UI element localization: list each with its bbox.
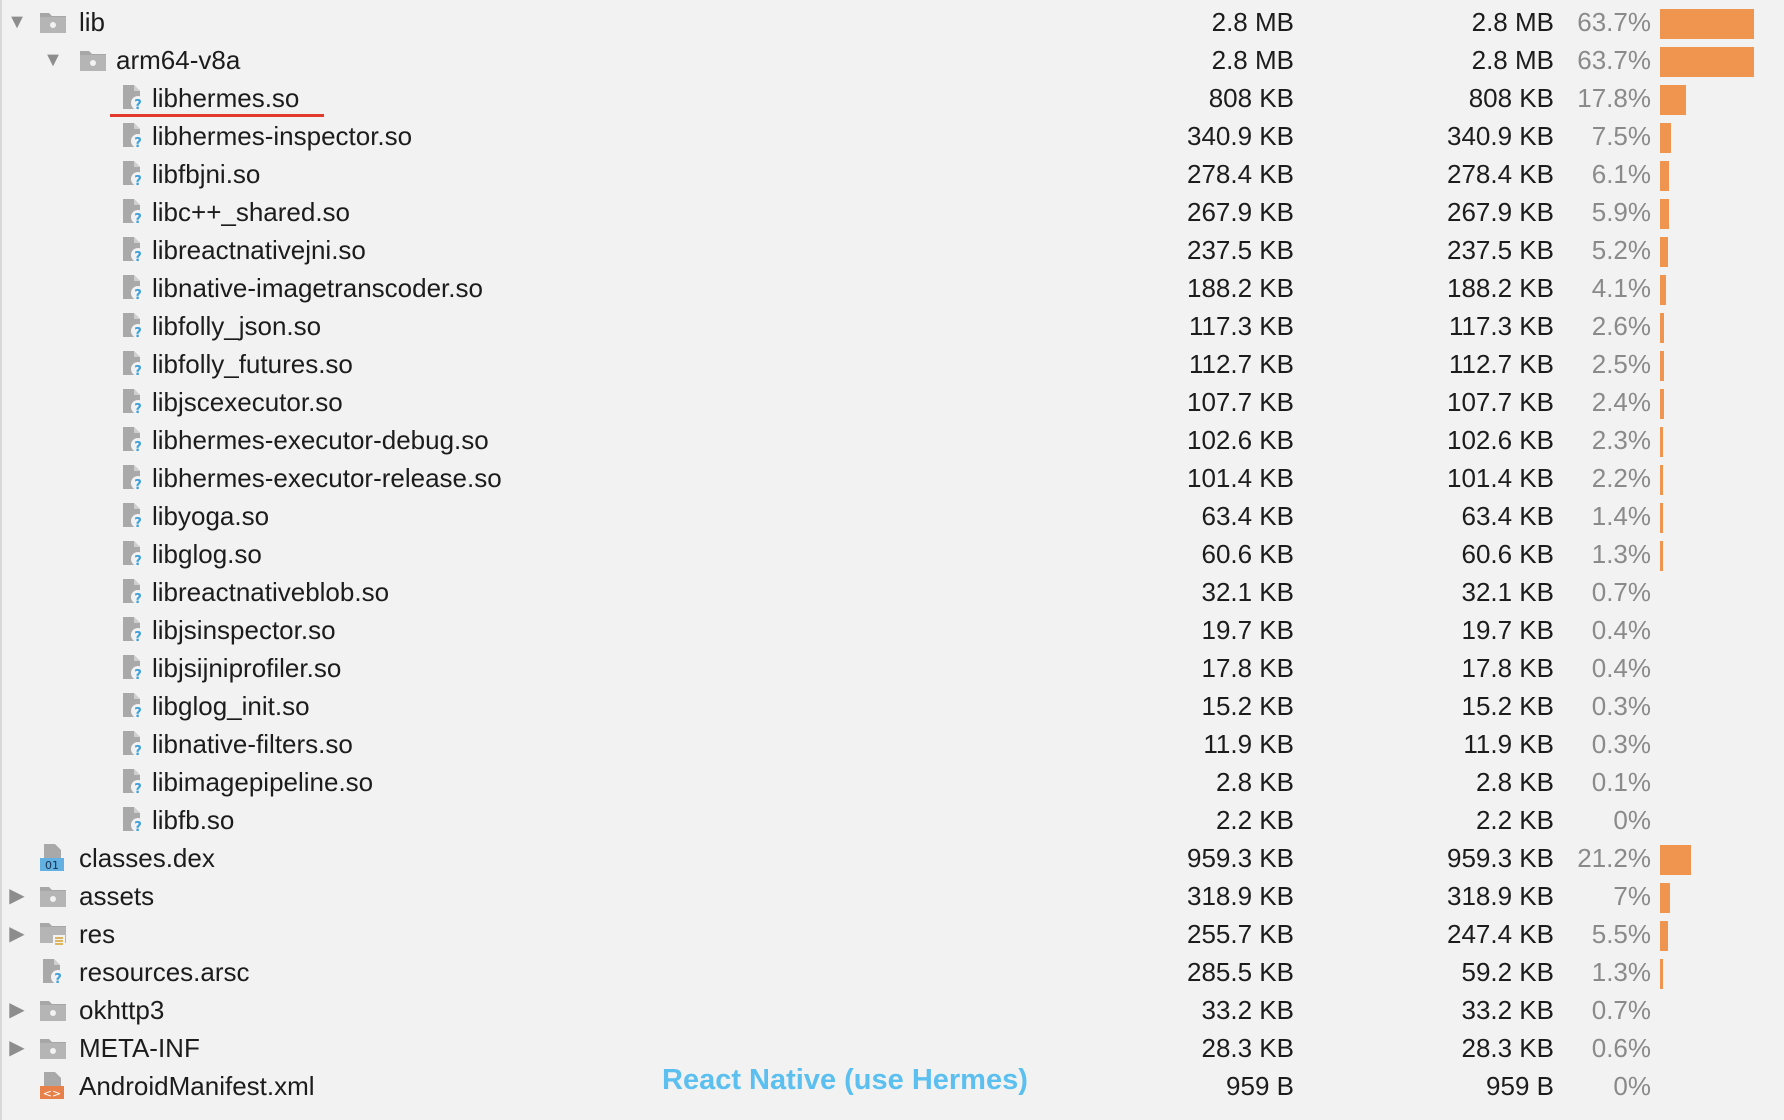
percent-of-total: 0.3% — [1591, 729, 1651, 759]
raw-size: 808 KB — [1208, 83, 1294, 113]
file-name: libfbjni.so — [152, 159, 261, 189]
unknown-file-icon — [118, 616, 148, 644]
download-size: 247.4 KB — [1447, 919, 1554, 949]
size-bar — [1660, 9, 1754, 39]
percent-of-total: 0.3% — [1591, 691, 1651, 721]
svg-text:?: ? — [134, 592, 142, 606]
download-size: 60.6 KB — [1461, 539, 1554, 569]
download-size: 808 KB — [1468, 83, 1554, 113]
tree-row[interactable] — [0, 877, 1784, 915]
unknown-file-icon — [118, 578, 148, 606]
tree-row[interactable] — [0, 155, 1784, 193]
svg-text:?: ? — [134, 440, 142, 454]
download-size: 2.8 KB — [1475, 767, 1554, 797]
download-size: 2.2 KB — [1475, 805, 1554, 835]
tree-row[interactable] — [0, 953, 1784, 991]
raw-size: 340.9 KB — [1187, 121, 1294, 151]
percent-of-total: 2.6% — [1591, 311, 1651, 341]
percent-of-total: 0.4% — [1591, 653, 1651, 683]
raw-size: 2.8 MB — [1211, 7, 1294, 37]
dex-file-icon — [38, 844, 68, 872]
svg-text:?: ? — [134, 744, 142, 758]
expand-right-icon[interactable]: ▶ — [9, 1037, 25, 1059]
download-size: 32.1 KB — [1461, 577, 1554, 607]
download-size: 59.2 KB — [1461, 957, 1554, 987]
file-name: libfolly_json.so — [152, 311, 322, 341]
unknown-file-icon — [118, 84, 148, 112]
tree-row[interactable] — [0, 801, 1784, 839]
file-name: libnative-filters.so — [152, 729, 353, 759]
tree-row[interactable] — [0, 611, 1784, 649]
download-size: 19.7 KB — [1461, 615, 1554, 645]
tree-row[interactable] — [0, 497, 1784, 535]
download-size: 278.4 KB — [1447, 159, 1554, 189]
svg-text:?: ? — [134, 478, 142, 492]
tree-row[interactable] — [0, 687, 1784, 725]
raw-size: 101.4 KB — [1187, 463, 1294, 493]
size-bar — [1660, 237, 1668, 267]
tree-row[interactable] — [0, 649, 1784, 687]
file-name: libc++_shared.so — [152, 197, 351, 227]
file-name: arm64-v8a — [116, 45, 241, 75]
file-name: libglog.so — [152, 539, 262, 569]
tree-row[interactable] — [0, 535, 1784, 573]
svg-text:?: ? — [134, 326, 142, 340]
unknown-file-icon — [38, 958, 68, 986]
unknown-file-icon — [118, 654, 148, 682]
raw-size: 11.9 KB — [1203, 729, 1294, 759]
raw-size: 112.7 KB — [1188, 349, 1294, 379]
percent-of-total: 0.7% — [1591, 577, 1651, 607]
tree-row[interactable] — [0, 763, 1784, 801]
download-size: 237.5 KB — [1447, 235, 1554, 265]
file-name: libreactnativeblob.so — [152, 577, 390, 607]
tree-row[interactable] — [0, 459, 1784, 497]
raw-size: 959.3 KB — [1187, 843, 1294, 873]
percent-of-total: 21.2% — [1577, 843, 1651, 873]
raw-size: 63.4 KB — [1201, 501, 1294, 531]
folder-icon — [38, 1034, 68, 1062]
raw-size: 318.9 KB — [1187, 881, 1294, 911]
svg-text:?: ? — [54, 972, 62, 986]
raw-size: 2.2 KB — [1215, 805, 1294, 835]
raw-size: 15.2 KB — [1201, 691, 1294, 721]
size-bar — [1660, 123, 1671, 153]
file-name: libfb.so — [152, 805, 235, 835]
percent-of-total: 63.7% — [1577, 45, 1651, 75]
percent-of-total: 2.4% — [1591, 387, 1651, 417]
file-name: libfolly_futures.so — [152, 349, 353, 379]
tree-row[interactable] — [0, 1029, 1784, 1067]
file-name: libreactnativejni.so — [152, 235, 366, 265]
size-bar — [1660, 85, 1686, 115]
download-size: 17.8 KB — [1461, 653, 1554, 683]
raw-size: 2.8 KB — [1215, 767, 1294, 797]
svg-text:?: ? — [134, 668, 142, 682]
percent-of-total: 2.2% — [1591, 463, 1651, 493]
download-size: 102.6 KB — [1447, 425, 1554, 455]
svg-text:?: ? — [134, 364, 142, 378]
raw-size: 278.4 KB — [1187, 159, 1294, 189]
size-bar — [1660, 47, 1754, 77]
download-size: 2.8 MB — [1471, 7, 1554, 37]
size-bar — [1660, 959, 1663, 989]
tree-row[interactable] — [0, 421, 1784, 459]
file-name: libglog_init.so — [152, 691, 310, 721]
raw-size: 959 B — [1226, 1071, 1294, 1101]
percent-of-total: 0.1% — [1591, 767, 1651, 797]
tree-row[interactable] — [0, 915, 1784, 953]
raw-size: 2.8 MB — [1211, 45, 1294, 75]
size-bar — [1660, 199, 1669, 229]
tree-row[interactable] — [0, 3, 1784, 41]
size-bar — [1660, 351, 1664, 381]
file-name: libyoga.so — [152, 501, 270, 531]
percent-of-total: 2.5% — [1591, 349, 1651, 379]
tree-row[interactable] — [0, 41, 1784, 79]
percent-of-total: 2.3% — [1591, 425, 1651, 455]
tree-row[interactable] — [0, 307, 1784, 345]
percent-of-total: 0.6% — [1591, 1033, 1651, 1063]
tree-row[interactable] — [0, 269, 1784, 307]
percent-of-total: 0.4% — [1591, 615, 1651, 645]
size-bar — [1660, 161, 1669, 191]
size-bar — [1660, 427, 1663, 457]
download-size: 959 B — [1486, 1071, 1554, 1101]
download-size: 2.8 MB — [1471, 45, 1554, 75]
expand-down-icon[interactable]: ▼ — [7, 11, 27, 33]
percent-of-total: 5.9% — [1591, 197, 1651, 227]
size-bar — [1660, 921, 1668, 951]
folder-icon — [38, 882, 68, 910]
file-name: libhermes-executor-release.so — [152, 463, 502, 493]
download-size: 117.3 KB — [1448, 311, 1554, 341]
file-name: libimagepipeline.so — [152, 767, 374, 797]
raw-size: 237.5 KB — [1187, 235, 1294, 265]
unknown-file-icon — [118, 160, 148, 188]
percent-of-total: 1.4% — [1591, 501, 1651, 531]
download-size: 107.7 KB — [1447, 387, 1554, 417]
download-size: 318.9 KB — [1447, 881, 1554, 911]
raw-size: 17.8 KB — [1201, 653, 1294, 683]
svg-text:?: ? — [134, 212, 142, 226]
svg-text:?: ? — [134, 820, 142, 834]
file-name: libhermes.so — [152, 83, 300, 113]
size-bar — [1660, 313, 1664, 343]
folder-icon — [38, 8, 68, 36]
expand-right-icon[interactable]: ▶ — [9, 885, 25, 907]
file-name: libhermes-inspector.so — [152, 121, 413, 151]
percent-of-total: 5.5% — [1591, 919, 1651, 949]
raw-size: 285.5 KB — [1187, 957, 1294, 987]
percent-of-total: 7% — [1613, 881, 1651, 911]
unknown-file-icon — [118, 464, 148, 492]
svg-text:?: ? — [134, 174, 142, 188]
download-size: 28.3 KB — [1461, 1033, 1554, 1063]
svg-text:?: ? — [134, 402, 142, 416]
file-name: libjsinspector.so — [152, 615, 336, 645]
raw-size: 255.7 KB — [1187, 919, 1294, 949]
file-name: libnative-imagetranscoder.so — [152, 273, 483, 303]
size-bar — [1660, 845, 1691, 875]
size-bar — [1660, 883, 1670, 913]
download-size: 63.4 KB — [1461, 501, 1554, 531]
raw-size: 28.3 KB — [1201, 1033, 1294, 1063]
file-name: assets — [79, 881, 155, 911]
caption-label: React Native (use Hermes) — [662, 1064, 1028, 1096]
tree-row[interactable] — [0, 345, 1784, 383]
file-name: res — [79, 919, 116, 949]
tree-row[interactable] — [0, 573, 1784, 611]
file-name: lib — [79, 7, 106, 37]
resource-folder-icon — [38, 920, 68, 948]
percent-of-total: 6.1% — [1591, 159, 1651, 189]
percent-of-total: 0% — [1613, 1071, 1651, 1101]
raw-size: 60.6 KB — [1201, 539, 1294, 569]
file-name: okhttp3 — [79, 995, 165, 1025]
svg-text:?: ? — [134, 250, 142, 264]
tree-row[interactable] — [0, 79, 1784, 117]
download-size: 267.9 KB — [1447, 197, 1554, 227]
raw-size: 267.9 KB — [1187, 197, 1294, 227]
raw-size: 188.2 KB — [1187, 273, 1294, 303]
file-name: libjscexecutor.so — [152, 387, 343, 417]
tree-row[interactable] — [0, 725, 1784, 763]
expand-right-icon[interactable]: ▶ — [9, 999, 25, 1021]
expand-right-icon[interactable]: ▶ — [9, 923, 25, 945]
tree-row[interactable] — [0, 193, 1784, 231]
unknown-file-icon — [118, 540, 148, 568]
download-size: 959.3 KB — [1447, 843, 1554, 873]
raw-size: 33.2 KB — [1201, 995, 1294, 1025]
percent-of-total: 7.5% — [1591, 121, 1651, 151]
file-name: META-INF — [79, 1033, 200, 1063]
unknown-file-icon — [118, 768, 148, 796]
percent-of-total: 1.3% — [1591, 539, 1651, 569]
percent-of-total: 0.7% — [1591, 995, 1651, 1025]
download-size: 15.2 KB — [1461, 691, 1554, 721]
svg-text:?: ? — [134, 554, 142, 568]
svg-text:?: ? — [134, 630, 142, 644]
svg-text:?: ? — [134, 98, 142, 112]
tree-row[interactable] — [0, 839, 1784, 877]
percent-of-total: 0% — [1613, 805, 1651, 835]
svg-text:?: ? — [134, 288, 142, 302]
raw-size: 117.3 KB — [1188, 311, 1294, 341]
unknown-file-icon — [118, 236, 148, 264]
download-size: 340.9 KB — [1447, 121, 1554, 151]
unknown-file-icon — [118, 730, 148, 758]
file-name: resources.arsc — [79, 957, 250, 987]
raw-size: 19.7 KB — [1201, 615, 1294, 645]
expand-down-icon[interactable]: ▼ — [43, 49, 63, 71]
download-size: 101.4 KB — [1447, 463, 1554, 493]
svg-text:?: ? — [134, 782, 142, 796]
svg-text:?: ? — [134, 136, 142, 150]
unknown-file-icon — [118, 426, 148, 454]
raw-size: 32.1 KB — [1201, 577, 1294, 607]
file-name: AndroidManifest.xml — [79, 1071, 315, 1101]
percent-of-total: 17.8% — [1577, 83, 1651, 113]
download-size: 188.2 KB — [1447, 273, 1554, 303]
unknown-file-icon — [118, 274, 148, 302]
percent-of-total: 4.1% — [1591, 273, 1651, 303]
unknown-file-icon — [118, 122, 148, 150]
unknown-file-icon — [118, 806, 148, 834]
svg-text:01: 01 — [45, 859, 59, 872]
tree-row[interactable] — [0, 383, 1784, 421]
folder-icon — [38, 996, 68, 1024]
unknown-file-icon — [118, 312, 148, 340]
tree-row[interactable] — [0, 231, 1784, 269]
size-bar — [1660, 465, 1663, 495]
download-size: 11.9 KB — [1463, 729, 1554, 759]
percent-of-total: 63.7% — [1577, 7, 1651, 37]
file-name: classes.dex — [79, 843, 215, 873]
folder-icon — [78, 46, 108, 74]
size-bar — [1660, 503, 1663, 533]
size-bar — [1660, 389, 1664, 419]
raw-size: 107.7 KB — [1187, 387, 1294, 417]
unknown-file-icon — [118, 350, 148, 378]
tree-row[interactable] — [0, 991, 1784, 1029]
svg-text:<>: <> — [42, 1087, 62, 1100]
size-bar — [1660, 275, 1666, 305]
svg-text:?: ? — [134, 516, 142, 530]
unknown-file-icon — [118, 692, 148, 720]
svg-text:?: ? — [134, 706, 142, 720]
download-size: 33.2 KB — [1461, 995, 1554, 1025]
percent-of-total: 5.2% — [1591, 235, 1651, 265]
tree-row[interactable] — [0, 117, 1784, 155]
unknown-file-icon — [118, 502, 148, 530]
percent-of-total: 1.3% — [1591, 957, 1651, 987]
unknown-file-icon — [118, 388, 148, 416]
file-name: libjsijniprofiler.so — [152, 653, 342, 683]
file-name: libhermes-executor-debug.so — [152, 425, 489, 455]
download-size: 112.7 KB — [1448, 349, 1554, 379]
raw-size: 102.6 KB — [1187, 425, 1294, 455]
unknown-file-icon — [118, 198, 148, 226]
xml-file-icon — [38, 1072, 68, 1100]
size-bar — [1660, 541, 1663, 571]
